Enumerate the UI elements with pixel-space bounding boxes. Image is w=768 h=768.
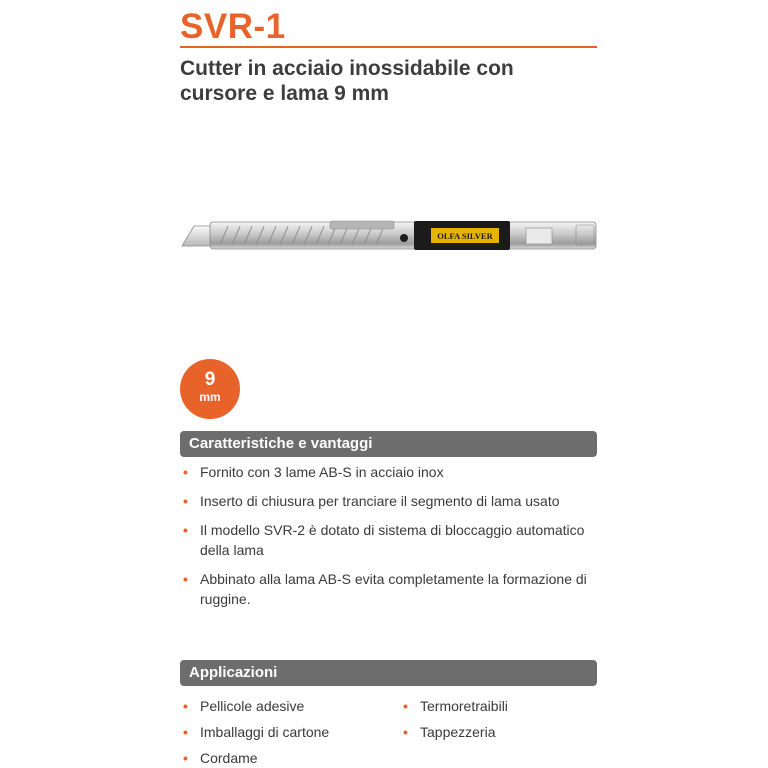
bullet-icon: • (183, 464, 188, 480)
blade-size-unit: mm (199, 390, 221, 404)
bullet-icon: • (183, 698, 188, 714)
feature-text: Fornito con 3 lame AB-S in acciaio inox (200, 464, 444, 480)
list-item (180, 491, 590, 511)
list-item (180, 569, 590, 609)
features-section-header: Caratteristiche e vantaggi (180, 431, 597, 457)
applications-list-left (180, 696, 390, 768)
blade-size-value: 9 (204, 369, 216, 390)
blade-tip (182, 226, 212, 246)
list-item (180, 520, 590, 560)
application-text: Tappezzeria (420, 724, 496, 740)
title-divider (180, 46, 597, 48)
bullet-icon: • (183, 522, 188, 538)
bullet-icon: • (183, 493, 188, 509)
bullet-icon: • (183, 571, 188, 587)
lock-screw (400, 234, 408, 242)
feature-text: Il modello SVR-2 è dotato di sistema di bloccaggio automatico della lama (200, 522, 585, 558)
bullet-icon: • (183, 750, 188, 766)
list-item (400, 722, 590, 742)
bullet-icon: • (403, 698, 408, 714)
bullet-icon: • (183, 724, 188, 740)
subtitle-line-1: Cutter in acciaio inossidabile con (180, 57, 514, 80)
subtitle-line-2: cursore e lama 9 mm (180, 82, 389, 105)
features-list (180, 462, 590, 618)
cutter-product-image (180, 212, 598, 262)
list-item (180, 462, 590, 482)
application-text: Termoretraibili (420, 698, 508, 714)
applications-list-right (400, 696, 590, 748)
application-text: Imballaggi di cartone (200, 724, 330, 740)
feature-text: Inserto di chiusura per tranciare il segmento di lama usato (200, 493, 560, 509)
blade-size-badge (180, 359, 240, 419)
brand-label: OLFA SILVER (437, 231, 493, 241)
product-subtitle (180, 56, 597, 106)
application-text: Cordame (200, 750, 258, 766)
product-code-title: SVR-1 (180, 7, 286, 46)
application-text: Pellicole adesive (200, 698, 305, 714)
slider-button (330, 221, 394, 229)
list-item (400, 696, 590, 716)
feature-text: Abbinato alla lama AB-S evita completamente la formazione di ruggine. (200, 571, 587, 607)
list-item (180, 696, 390, 716)
rear-window (526, 228, 552, 244)
bullet-icon: • (403, 724, 408, 740)
list-item (180, 722, 390, 742)
applications-section-header: Applicazioni (180, 660, 597, 686)
list-item (180, 748, 390, 768)
